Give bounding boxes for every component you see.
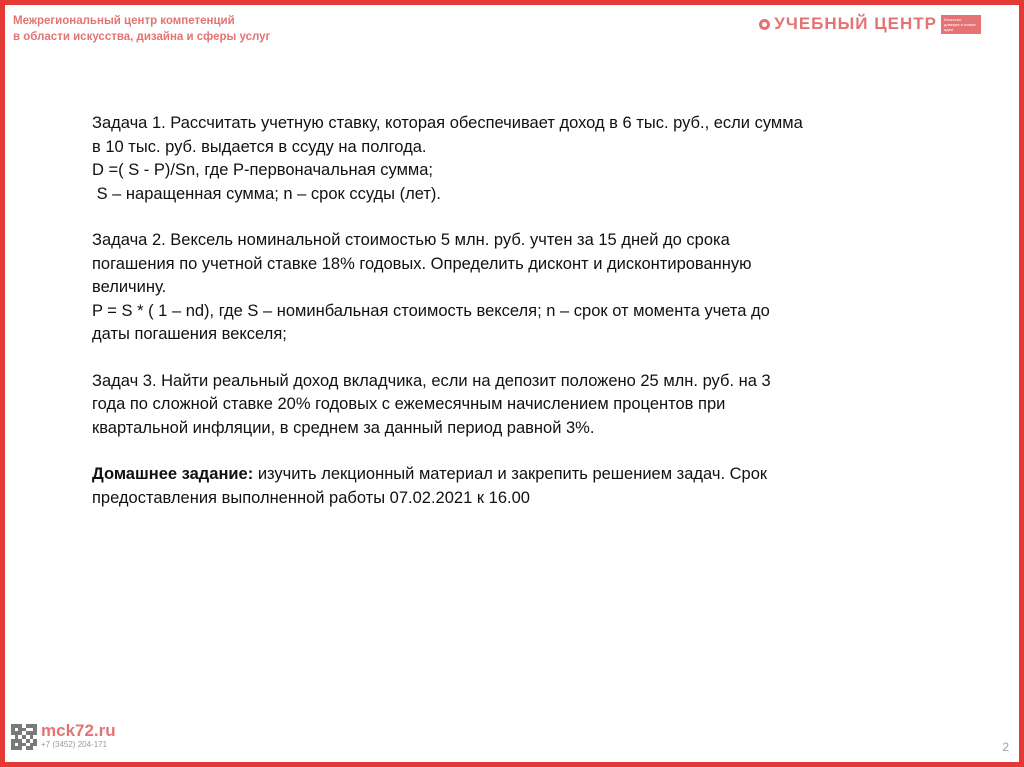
task1-line1: Задача 1. Рассчитать учетную ставку, которая обеспечивает доход в 6 тыс. руб., если сумма <box>92 114 803 132</box>
footer-phone: +7 (3452) 204-171 <box>41 740 108 749</box>
task3-line2: года по сложной ставке 20% годовых с ежемесячным начислением процентов при <box>92 395 726 413</box>
org-line-1: Межрегиональный центр компетенций <box>13 15 235 27</box>
header-organization <box>13 13 270 45</box>
homework-label: Домашнее задание: <box>92 465 254 483</box>
paragraph-gap <box>92 206 962 229</box>
paragraph-gap <box>92 347 962 370</box>
circle-logo-icon <box>759 19 770 30</box>
task2-line2: погашения по учетной ставке 18% годовых. Определить дисконт и дисконтированную <box>92 254 752 273</box>
page-number: 2 <box>1002 740 1009 754</box>
paragraph-gap <box>92 440 962 463</box>
task1-line2: в 10 тыс. руб. выдается в ссуду на полгода. <box>92 137 427 156</box>
slide-content <box>92 112 962 510</box>
task3-line3: квартальной инфляции, в среднем за данный период равной 3%. <box>92 418 595 437</box>
task1-line3: D =( S - P)/Sn, где P-первоначальная сумма; <box>92 161 434 179</box>
footer-contacts <box>41 722 116 750</box>
task2-line3: величину. <box>92 278 167 296</box>
homework-text: изучить лекционный материал и закрепить решением задач. Срок <box>253 465 768 483</box>
footer <box>11 722 116 750</box>
task2-line5: даты погашения векселя; <box>92 325 287 343</box>
homework-line1 <box>92 463 962 487</box>
footer-site-link[interactable]: mck72.ru <box>41 721 116 740</box>
brand-logo <box>759 14 981 34</box>
homework-line2: предоставления выполненной работы 07.02.2021 к 16.00 <box>92 488 530 507</box>
task3-line1: Задач 3. Найти реальный доход вкладчика, если на депозит положено 25 млн. руб. на 3 <box>92 371 771 390</box>
task2-line1: Задача 2. Вексель номинальной стоимостью 5 млн. руб. учтен за 15 дней до срока <box>92 231 730 249</box>
task1-line4: S – наращенная сумма; n – срок ссуды (лет). <box>92 184 441 203</box>
brand-name: УЧЕБНЫЙ ЦЕНТР <box>774 14 937 33</box>
qr-code-icon <box>11 724 37 750</box>
brand-tagline: Качество, доверие и новые идеи <box>941 15 981 34</box>
org-line-2: в области искусства, дизайна и сферы услуг <box>13 31 271 43</box>
task2-line4: P = S * ( 1 – nd), где S – номинбальная стоимость векселя; n – срок от момента учета до <box>92 301 770 320</box>
